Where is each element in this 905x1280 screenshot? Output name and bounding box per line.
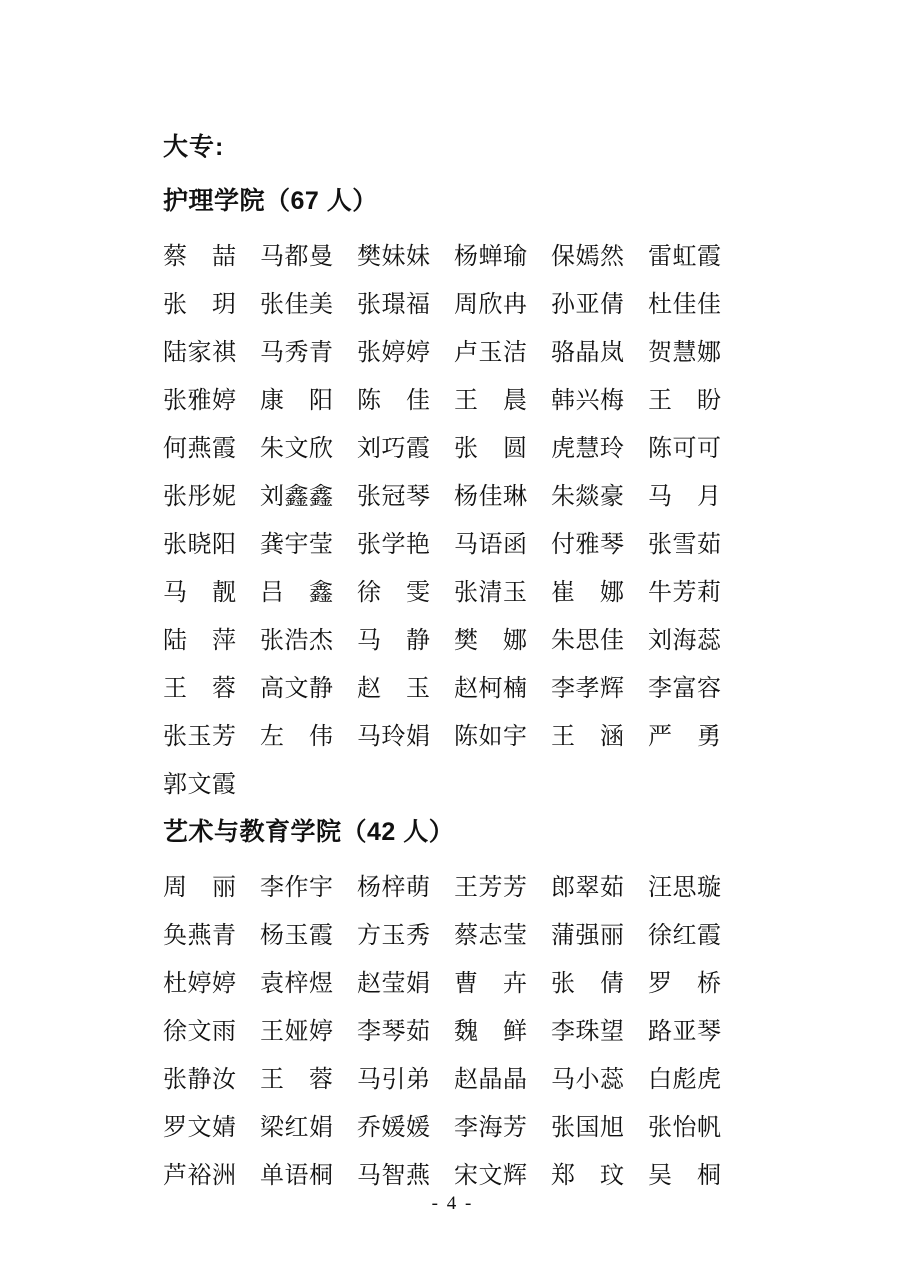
student-name: 陆 萍 — [163, 628, 237, 654]
student-name: 张玉芳 — [163, 724, 237, 750]
student-name: 付雅琴 — [551, 532, 625, 558]
student-name: 王 晨 — [454, 388, 528, 414]
student-name: 罗 桥 — [648, 971, 722, 997]
student-name: 樊妹妹 — [357, 244, 431, 270]
name-row — [163, 960, 743, 1008]
student-name: 韩兴梅 — [551, 388, 625, 414]
student-name: 郭文霞 — [163, 772, 237, 798]
student-name: 乔媛媛 — [357, 1115, 431, 1141]
name-row — [163, 1104, 743, 1152]
degree-heading: 大专: — [163, 133, 225, 161]
student-name: 马小蕊 — [551, 1067, 625, 1093]
student-name: 张 玥 — [163, 292, 237, 318]
student-name: 张雅婷 — [163, 388, 237, 414]
student-name: 徐文雨 — [163, 1019, 237, 1045]
name-row — [163, 473, 743, 521]
student-name: 周 丽 — [163, 875, 237, 901]
student-name: 马引弟 — [357, 1067, 431, 1093]
section-title-arts-education: 艺术与教育学院（42 人） — [163, 818, 455, 846]
student-name: 张怡帆 — [648, 1115, 722, 1141]
student-name: 徐 雯 — [357, 580, 431, 606]
student-name: 杨梓萌 — [357, 875, 431, 901]
student-name: 蔡志莹 — [454, 923, 528, 949]
student-name: 马玲娟 — [357, 724, 431, 750]
page-number: - 4 - — [431, 1193, 474, 1214]
student-name: 郎翠茹 — [551, 875, 625, 901]
student-name: 孙亚倩 — [551, 292, 625, 318]
student-name: 王 涵 — [551, 724, 625, 750]
name-row — [163, 617, 743, 665]
section-title-nursing: 护理学院（67 人） — [163, 187, 378, 215]
name-row — [163, 1056, 743, 1104]
name-row — [163, 665, 743, 713]
student-name: 奂燕青 — [163, 923, 237, 949]
student-name: 张婷婷 — [357, 340, 431, 366]
student-name: 徐红霞 — [648, 923, 722, 949]
student-name: 樊 娜 — [454, 628, 528, 654]
student-name: 张浩杰 — [260, 628, 334, 654]
student-name: 张晓阳 — [163, 532, 237, 558]
student-name: 张 倩 — [551, 971, 625, 997]
student-name: 单语桐 — [260, 1163, 334, 1189]
student-name: 魏 鲜 — [454, 1019, 528, 1045]
student-name: 王 蓉 — [260, 1067, 334, 1093]
student-name: 赵柯楠 — [454, 676, 528, 702]
student-name: 杜佳佳 — [648, 292, 722, 318]
student-name: 王 蓉 — [163, 676, 237, 702]
document-content — [163, 132, 743, 1200]
student-name: 赵 玉 — [357, 676, 431, 702]
student-name: 张雪茹 — [648, 532, 722, 558]
name-row — [163, 713, 743, 761]
student-name: 王 盼 — [648, 388, 722, 414]
student-name: 陈可可 — [648, 436, 722, 462]
name-row — [163, 864, 743, 912]
student-name: 杨玉霞 — [260, 923, 334, 949]
student-name: 蒲强丽 — [551, 923, 625, 949]
student-name: 路亚琴 — [648, 1019, 722, 1045]
student-name: 马语函 — [454, 532, 528, 558]
student-name: 刘海蕊 — [648, 628, 722, 654]
student-name: 张 圆 — [454, 436, 528, 462]
name-row — [163, 281, 743, 329]
student-name: 吕 鑫 — [260, 580, 334, 606]
student-name: 马都曼 — [260, 244, 334, 270]
student-name: 贺慧娜 — [648, 340, 722, 366]
name-row — [163, 569, 743, 617]
student-name: 张国旭 — [551, 1115, 625, 1141]
name-list-arts-education — [163, 864, 743, 1200]
student-name: 袁梓煜 — [260, 971, 334, 997]
student-name: 张佳美 — [260, 292, 334, 318]
student-name: 王芳芳 — [454, 875, 528, 901]
student-name: 李琴茹 — [357, 1019, 431, 1045]
student-name: 马 月 — [648, 484, 722, 510]
name-row — [163, 233, 743, 281]
student-name: 严 勇 — [648, 724, 722, 750]
student-name: 张璟福 — [357, 292, 431, 318]
student-name: 何燕霞 — [163, 436, 237, 462]
student-name: 张清玉 — [454, 580, 528, 606]
student-name: 杜婷婷 — [163, 971, 237, 997]
student-name: 蔡 喆 — [163, 244, 237, 270]
student-name: 梁红娟 — [260, 1115, 334, 1141]
student-name: 龚宇莹 — [260, 532, 334, 558]
student-name: 崔 娜 — [551, 580, 625, 606]
student-name: 雷虹霞 — [648, 244, 722, 270]
student-name: 李海芳 — [454, 1115, 528, 1141]
student-name: 马 靓 — [163, 580, 237, 606]
student-name: 马智燕 — [357, 1163, 431, 1189]
student-name: 陆家祺 — [163, 340, 237, 366]
student-name: 宋文辉 — [454, 1163, 528, 1189]
student-name: 刘鑫鑫 — [260, 484, 334, 510]
student-name: 方玉秀 — [357, 923, 431, 949]
student-name: 汪思璇 — [648, 875, 722, 901]
student-name: 骆晶岚 — [551, 340, 625, 366]
student-name: 李珠望 — [551, 1019, 625, 1045]
name-list-nursing — [163, 233, 743, 809]
student-name: 朱文欣 — [260, 436, 334, 462]
student-name: 马 静 — [357, 628, 431, 654]
student-name: 张静汝 — [163, 1067, 237, 1093]
student-name: 朱燚豪 — [551, 484, 625, 510]
student-name: 左 伟 — [260, 724, 334, 750]
name-row — [163, 329, 743, 377]
name-row — [163, 912, 743, 960]
name-row — [163, 761, 743, 809]
student-name: 赵晶晶 — [454, 1067, 528, 1093]
student-name: 白彪虎 — [648, 1067, 722, 1093]
student-name: 朱思佳 — [551, 628, 625, 654]
student-name: 杨蝉瑜 — [454, 244, 528, 270]
student-name: 曹 卉 — [454, 971, 528, 997]
student-name: 康 阳 — [260, 388, 334, 414]
name-row — [163, 1008, 743, 1056]
name-row — [163, 377, 743, 425]
student-name: 周欣冉 — [454, 292, 528, 318]
student-name: 杨佳琳 — [454, 484, 528, 510]
student-name: 李作宇 — [260, 875, 334, 901]
student-name: 陈如宇 — [454, 724, 528, 750]
student-name: 卢玉洁 — [454, 340, 528, 366]
name-row — [163, 521, 743, 569]
student-name: 刘巧霞 — [357, 436, 431, 462]
student-name: 张学艳 — [357, 532, 431, 558]
student-name: 马秀青 — [260, 340, 334, 366]
student-name: 赵莹娟 — [357, 971, 431, 997]
student-name: 芦裕洲 — [163, 1163, 237, 1189]
student-name: 李富容 — [648, 676, 722, 702]
student-name: 保嫣然 — [551, 244, 625, 270]
student-name: 虎慧玲 — [551, 436, 625, 462]
student-name: 张彤妮 — [163, 484, 237, 510]
student-name: 张冠琴 — [357, 484, 431, 510]
student-name: 牛芳莉 — [648, 580, 722, 606]
student-name: 郑 玟 — [551, 1163, 625, 1189]
student-name: 吴 桐 — [648, 1163, 722, 1189]
student-name: 王娅婷 — [260, 1019, 334, 1045]
student-name: 罗文婧 — [163, 1115, 237, 1141]
student-name: 李孝辉 — [551, 676, 625, 702]
student-name: 高文静 — [260, 676, 334, 702]
student-name: 陈 佳 — [357, 388, 431, 414]
name-row — [163, 425, 743, 473]
